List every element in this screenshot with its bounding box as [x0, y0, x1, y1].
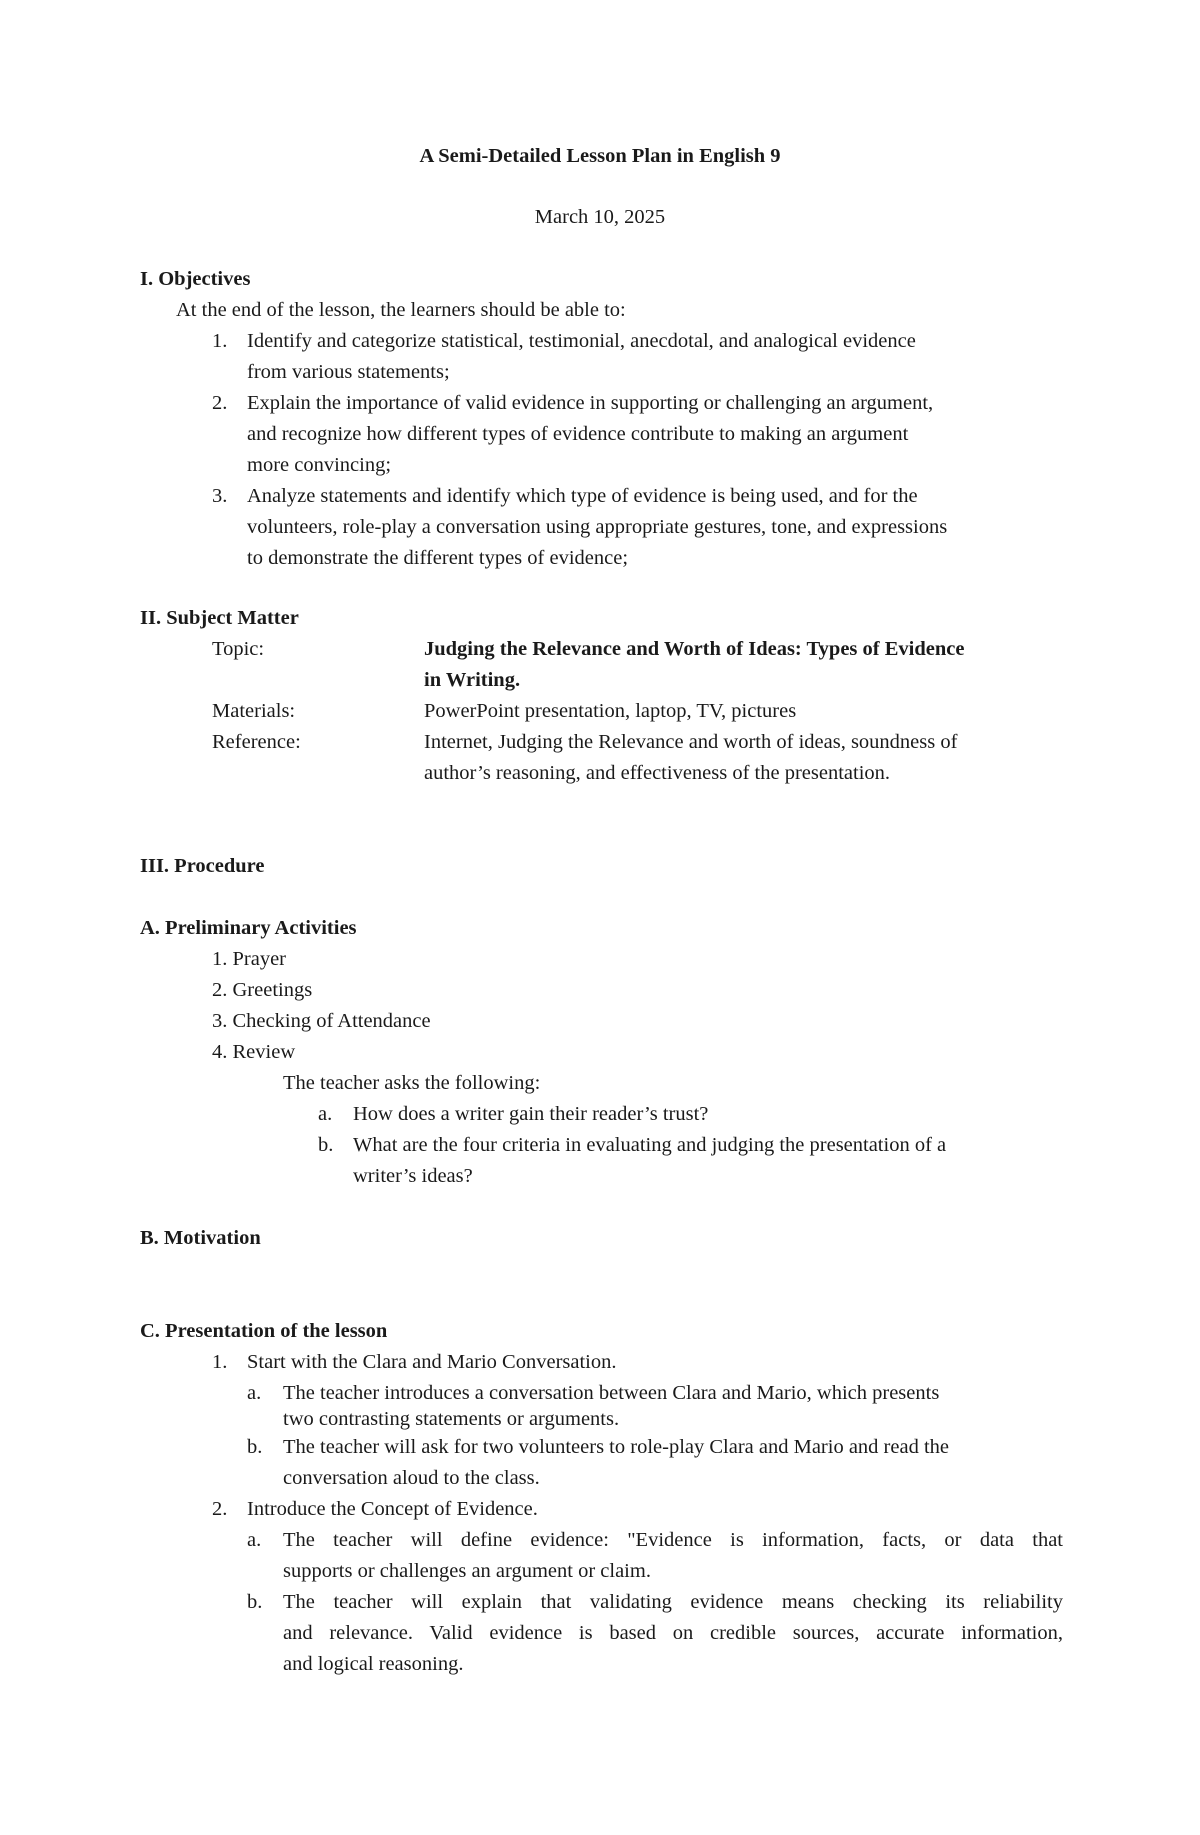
preliminary-item: 3. Checking of Attendance [212, 1010, 431, 1032]
objective-number: 2. [212, 392, 228, 414]
materials-label: Materials: [212, 700, 296, 722]
preliminary-item: 2. Greetings [212, 979, 313, 1001]
objectives-heading: I. Objectives [140, 268, 251, 290]
step-text: Start with the Clara and Mario Conversation. [247, 1351, 617, 1373]
question-line: What are the four criteria in evaluating and judging the presentation of a [353, 1134, 947, 1156]
subject-matter-heading: II. Subject Matter [140, 607, 299, 629]
document-title: A Semi-Detailed Lesson Plan in English 9 [419, 145, 781, 167]
preliminary-heading: A. Preliminary Activities [140, 917, 357, 939]
sub-line: and logical reasoning. [283, 1653, 464, 1675]
sub-letter: b. [247, 1591, 263, 1613]
sub-letter: a. [247, 1529, 262, 1551]
step-number: 2. [212, 1498, 228, 1520]
objectives-intro: At the end of the lesson, the learners should be able to: [176, 299, 626, 321]
objective-number: 3. [212, 485, 228, 507]
presentation-heading: C. Presentation of the lesson [140, 1320, 388, 1342]
objective-line: Analyze statements and identify which type of evidence is being used, and for the [247, 485, 918, 507]
objective-line: more convincing; [247, 454, 392, 476]
sub-line: and relevance. Valid evidence is based on credible sources, accurate information, [283, 1622, 1063, 1644]
sub-line: two contrasting statements or arguments. [283, 1408, 620, 1430]
sub-line: The teacher will define evidence: "Evidence is information, facts, or data that [283, 1529, 1063, 1551]
procedure-heading: III. Procedure [140, 855, 265, 877]
sub-line: supports or challenges an argument or claim. [283, 1560, 651, 1582]
sub-line: The teacher will explain that validating evidence means checking its reliability [283, 1591, 1063, 1613]
topic-value: Judging the Relevance and Worth of Ideas: Types of Evidence [424, 638, 965, 660]
document-date: March 10, 2025 [534, 206, 666, 228]
preliminary-item: 1. Prayer [212, 948, 287, 970]
sub-line: conversation aloud to the class. [283, 1467, 540, 1489]
question-line: How does a writer gain their reader’s trust? [353, 1103, 709, 1125]
objective-line: and recognize how different types of evidence contribute to making an argument [247, 423, 909, 445]
sub-letter: a. [247, 1382, 262, 1404]
objective-line: to demonstrate the different types of evidence; [247, 547, 629, 569]
sub-line: The teacher will ask for two volunteers to role-play Clara and Mario and read the [283, 1436, 949, 1458]
question-letter: a. [318, 1103, 333, 1125]
materials-value: PowerPoint presentation, laptop, TV, pictures [424, 700, 797, 722]
reference-value: author’s reasoning, and effectiveness of the presentation. [424, 762, 891, 784]
preliminary-item: 4. Review [212, 1041, 296, 1063]
step-number: 1. [212, 1351, 228, 1373]
objective-line: Identify and categorize statistical, testimonial, anecdotal, and analogical evidence [247, 330, 916, 352]
topic-label: Topic: [212, 638, 265, 660]
objective-number: 1. [212, 330, 228, 352]
sub-line: The teacher introduces a conversation between Clara and Mario, which presents [283, 1382, 940, 1404]
step-text: Introduce the Concept of Evidence. [247, 1498, 538, 1520]
sub-letter: b. [247, 1436, 263, 1458]
objective-line: volunteers, role-play a conversation using appropriate gestures, tone, and expressions [247, 516, 948, 538]
motivation-heading: B. Motivation [140, 1227, 261, 1249]
question-letter: b. [318, 1134, 334, 1156]
reference-value: Internet, Judging the Relevance and worth of ideas, soundness of [424, 731, 958, 753]
question-line: writer’s ideas? [353, 1165, 473, 1187]
review-intro: The teacher asks the following: [283, 1072, 541, 1094]
topic-value: in Writing. [424, 669, 521, 691]
reference-label: Reference: [212, 731, 301, 753]
objective-line: Explain the importance of valid evidence in supporting or challenging an argument, [247, 392, 934, 414]
objective-line: from various statements; [247, 361, 450, 383]
